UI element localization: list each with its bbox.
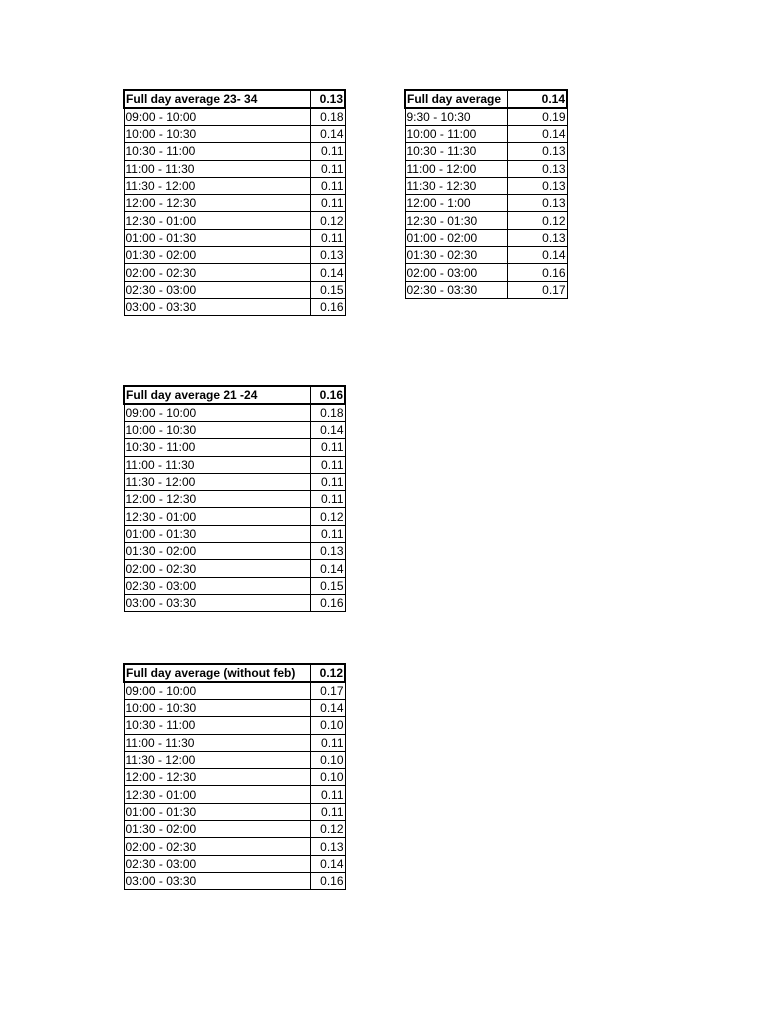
table-row: [405, 264, 567, 281]
time-range-cell: 01:00 - 01:30: [124, 229, 310, 246]
average-value-cell: 0.16: [310, 298, 345, 315]
average-value-cell: 0.13: [507, 143, 567, 160]
time-range-cell: 12:30 - 01:00: [124, 786, 310, 803]
time-range-cell: 12:00 - 12:30: [124, 769, 310, 786]
time-range-cell: 02:30 - 03:30: [405, 281, 507, 298]
time-range-cell: 10:30 - 11:00: [124, 439, 310, 456]
table-row: [124, 456, 345, 473]
time-range-cell: 01:00 - 01:30: [124, 803, 310, 820]
table-row: [124, 126, 345, 143]
table-header-value: 0.12: [310, 664, 345, 682]
average-value-cell: 0.14: [310, 264, 345, 281]
table-row: [405, 247, 567, 264]
time-range-cell: 12:00 - 12:30: [124, 491, 310, 508]
average-value-cell: 0.14: [310, 422, 345, 439]
average-value-cell: 0.11: [310, 473, 345, 490]
average-value-cell: 0.12: [310, 508, 345, 525]
table-header-label: Full day average: [405, 90, 507, 108]
time-range-cell: 10:00 - 10:30: [124, 700, 310, 717]
table-header-label: Full day average 21 -24: [124, 386, 310, 404]
table-row: [124, 577, 345, 594]
average-value-cell: 0.14: [310, 560, 345, 577]
time-range-cell: 02:00 - 02:30: [124, 560, 310, 577]
average-value-cell: 0.10: [310, 751, 345, 768]
time-range-cell: 01:00 - 02:00: [405, 229, 507, 246]
table-row: [124, 298, 345, 315]
time-range-cell: 10:00 - 10:30: [124, 422, 310, 439]
time-range-cell: 11:30 - 12:30: [405, 177, 507, 194]
table-row: [124, 838, 345, 855]
table-row: [124, 108, 345, 126]
table-row: [124, 560, 345, 577]
average-value-cell: 0.13: [507, 177, 567, 194]
table-row: [405, 108, 567, 126]
table-row: [124, 422, 345, 439]
table-header-row: [124, 90, 345, 108]
table-row: [124, 508, 345, 525]
table-row: [124, 160, 345, 177]
average-value-cell: 0.17: [310, 682, 345, 700]
table-row: [124, 543, 345, 560]
table-row: [124, 229, 345, 246]
average-value-cell: 0.13: [507, 195, 567, 212]
table-header-label: Full day average (without feb): [124, 664, 310, 682]
table-header-value: 0.14: [507, 90, 567, 108]
table-row: [124, 786, 345, 803]
average-table-21-24: [123, 385, 346, 612]
average-value-cell: 0.13: [507, 160, 567, 177]
table-row: [124, 143, 345, 160]
table-row: [124, 717, 345, 734]
time-range-cell: 02:30 - 03:00: [124, 577, 310, 594]
time-range-cell: 11:30 - 12:00: [124, 473, 310, 490]
time-range-cell: 02:00 - 02:30: [124, 838, 310, 855]
time-range-cell: 9:30 - 10:30: [405, 108, 507, 126]
average-value-cell: 0.15: [310, 281, 345, 298]
average-value-cell: 0.13: [310, 247, 345, 264]
table-row: [405, 212, 567, 229]
table-row: [124, 404, 345, 422]
table-row: [124, 855, 345, 872]
table-header-row: [124, 386, 345, 404]
average-value-cell: 0.14: [507, 126, 567, 143]
time-range-cell: 11:00 - 12:00: [405, 160, 507, 177]
average-value-cell: 0.11: [310, 786, 345, 803]
table-row: [124, 195, 345, 212]
average-value-cell: 0.11: [310, 734, 345, 751]
time-range-cell: 02:00 - 03:00: [405, 264, 507, 281]
table-header-label: Full day average 23- 34: [124, 90, 310, 108]
time-range-cell: 09:00 - 10:00: [124, 682, 310, 700]
table-row: [124, 734, 345, 751]
time-range-cell: 12:30 - 01:30: [405, 212, 507, 229]
average-value-cell: 0.17: [507, 281, 567, 298]
time-range-cell: 11:00 - 11:30: [124, 734, 310, 751]
table-row: [124, 212, 345, 229]
average-value-cell: 0.18: [310, 108, 345, 126]
average-value-cell: 0.12: [507, 212, 567, 229]
average-value-cell: 0.13: [310, 838, 345, 855]
time-range-cell: 11:00 - 11:30: [124, 456, 310, 473]
average-value-cell: 0.14: [507, 247, 567, 264]
table-row: [405, 160, 567, 177]
table-row: [124, 247, 345, 264]
average-value-cell: 0.18: [310, 404, 345, 422]
time-range-cell: 03:00 - 03:30: [124, 872, 310, 889]
average-table-23-34: [123, 89, 346, 316]
average-value-cell: 0.12: [310, 212, 345, 229]
time-range-cell: 10:30 - 11:00: [124, 143, 310, 160]
table-row: [124, 682, 345, 700]
time-range-cell: 12:30 - 01:00: [124, 508, 310, 525]
average-value-cell: 0.11: [310, 439, 345, 456]
table-header-row: [405, 90, 567, 108]
table-row: [124, 473, 345, 490]
time-range-cell: 11:30 - 12:00: [124, 751, 310, 768]
average-value-cell: 0.11: [310, 525, 345, 542]
time-range-cell: 12:30 - 01:00: [124, 212, 310, 229]
table-row: [405, 143, 567, 160]
time-range-cell: 10:00 - 11:00: [405, 126, 507, 143]
table-row: [124, 264, 345, 281]
average-table-full-day: [404, 89, 568, 299]
average-value-cell: 0.13: [507, 229, 567, 246]
time-range-cell: 01:30 - 02:30: [405, 247, 507, 264]
time-range-cell: 01:30 - 02:00: [124, 247, 310, 264]
average-value-cell: 0.11: [310, 456, 345, 473]
time-range-cell: 01:30 - 02:00: [124, 543, 310, 560]
table-row: [124, 751, 345, 768]
average-value-cell: 0.11: [310, 195, 345, 212]
table-row: [124, 821, 345, 838]
time-range-cell: 09:00 - 10:00: [124, 404, 310, 422]
time-range-cell: 10:00 - 10:30: [124, 126, 310, 143]
table-row: [124, 491, 345, 508]
average-value-cell: 0.16: [310, 872, 345, 889]
time-range-cell: 03:00 - 03:30: [124, 298, 310, 315]
table-row: [124, 872, 345, 889]
table-row: [405, 195, 567, 212]
average-value-cell: 0.10: [310, 717, 345, 734]
table-row: [124, 700, 345, 717]
table-row: [124, 594, 345, 611]
average-table-without-feb: [123, 663, 346, 890]
table-row: [405, 126, 567, 143]
average-value-cell: 0.14: [310, 126, 345, 143]
table-header-value: 0.16: [310, 386, 345, 404]
average-value-cell: 0.19: [507, 108, 567, 126]
table-row: [124, 525, 345, 542]
time-range-cell: 02:30 - 03:00: [124, 281, 310, 298]
average-value-cell: 0.15: [310, 577, 345, 594]
average-value-cell: 0.14: [310, 700, 345, 717]
average-value-cell: 0.11: [310, 177, 345, 194]
table-row: [124, 803, 345, 820]
time-range-cell: 09:00 - 10:00: [124, 108, 310, 126]
average-value-cell: 0.16: [507, 264, 567, 281]
table-row: [124, 439, 345, 456]
average-value-cell: 0.11: [310, 160, 345, 177]
time-range-cell: 03:00 - 03:30: [124, 594, 310, 611]
table-row: [405, 177, 567, 194]
time-range-cell: 02:00 - 02:30: [124, 264, 310, 281]
table-row: [124, 281, 345, 298]
time-range-cell: 11:00 - 11:30: [124, 160, 310, 177]
average-value-cell: 0.16: [310, 594, 345, 611]
average-value-cell: 0.11: [310, 803, 345, 820]
average-value-cell: 0.11: [310, 229, 345, 246]
average-value-cell: 0.11: [310, 143, 345, 160]
table-row: [405, 229, 567, 246]
time-range-cell: 10:30 - 11:30: [405, 143, 507, 160]
table-row: [405, 281, 567, 298]
average-value-cell: 0.13: [310, 543, 345, 560]
time-range-cell: 12:00 - 12:30: [124, 195, 310, 212]
average-value-cell: 0.12: [310, 821, 345, 838]
table-header-row: [124, 664, 345, 682]
table-row: [124, 769, 345, 786]
time-range-cell: 01:30 - 02:00: [124, 821, 310, 838]
time-range-cell: 11:30 - 12:00: [124, 177, 310, 194]
average-value-cell: 0.11: [310, 491, 345, 508]
average-value-cell: 0.14: [310, 855, 345, 872]
time-range-cell: 12:00 - 1:00: [405, 195, 507, 212]
table-row: [124, 177, 345, 194]
average-value-cell: 0.10: [310, 769, 345, 786]
time-range-cell: 02:30 - 03:00: [124, 855, 310, 872]
time-range-cell: 10:30 - 11:00: [124, 717, 310, 734]
time-range-cell: 01:00 - 01:30: [124, 525, 310, 542]
table-header-value: 0.13: [310, 90, 345, 108]
